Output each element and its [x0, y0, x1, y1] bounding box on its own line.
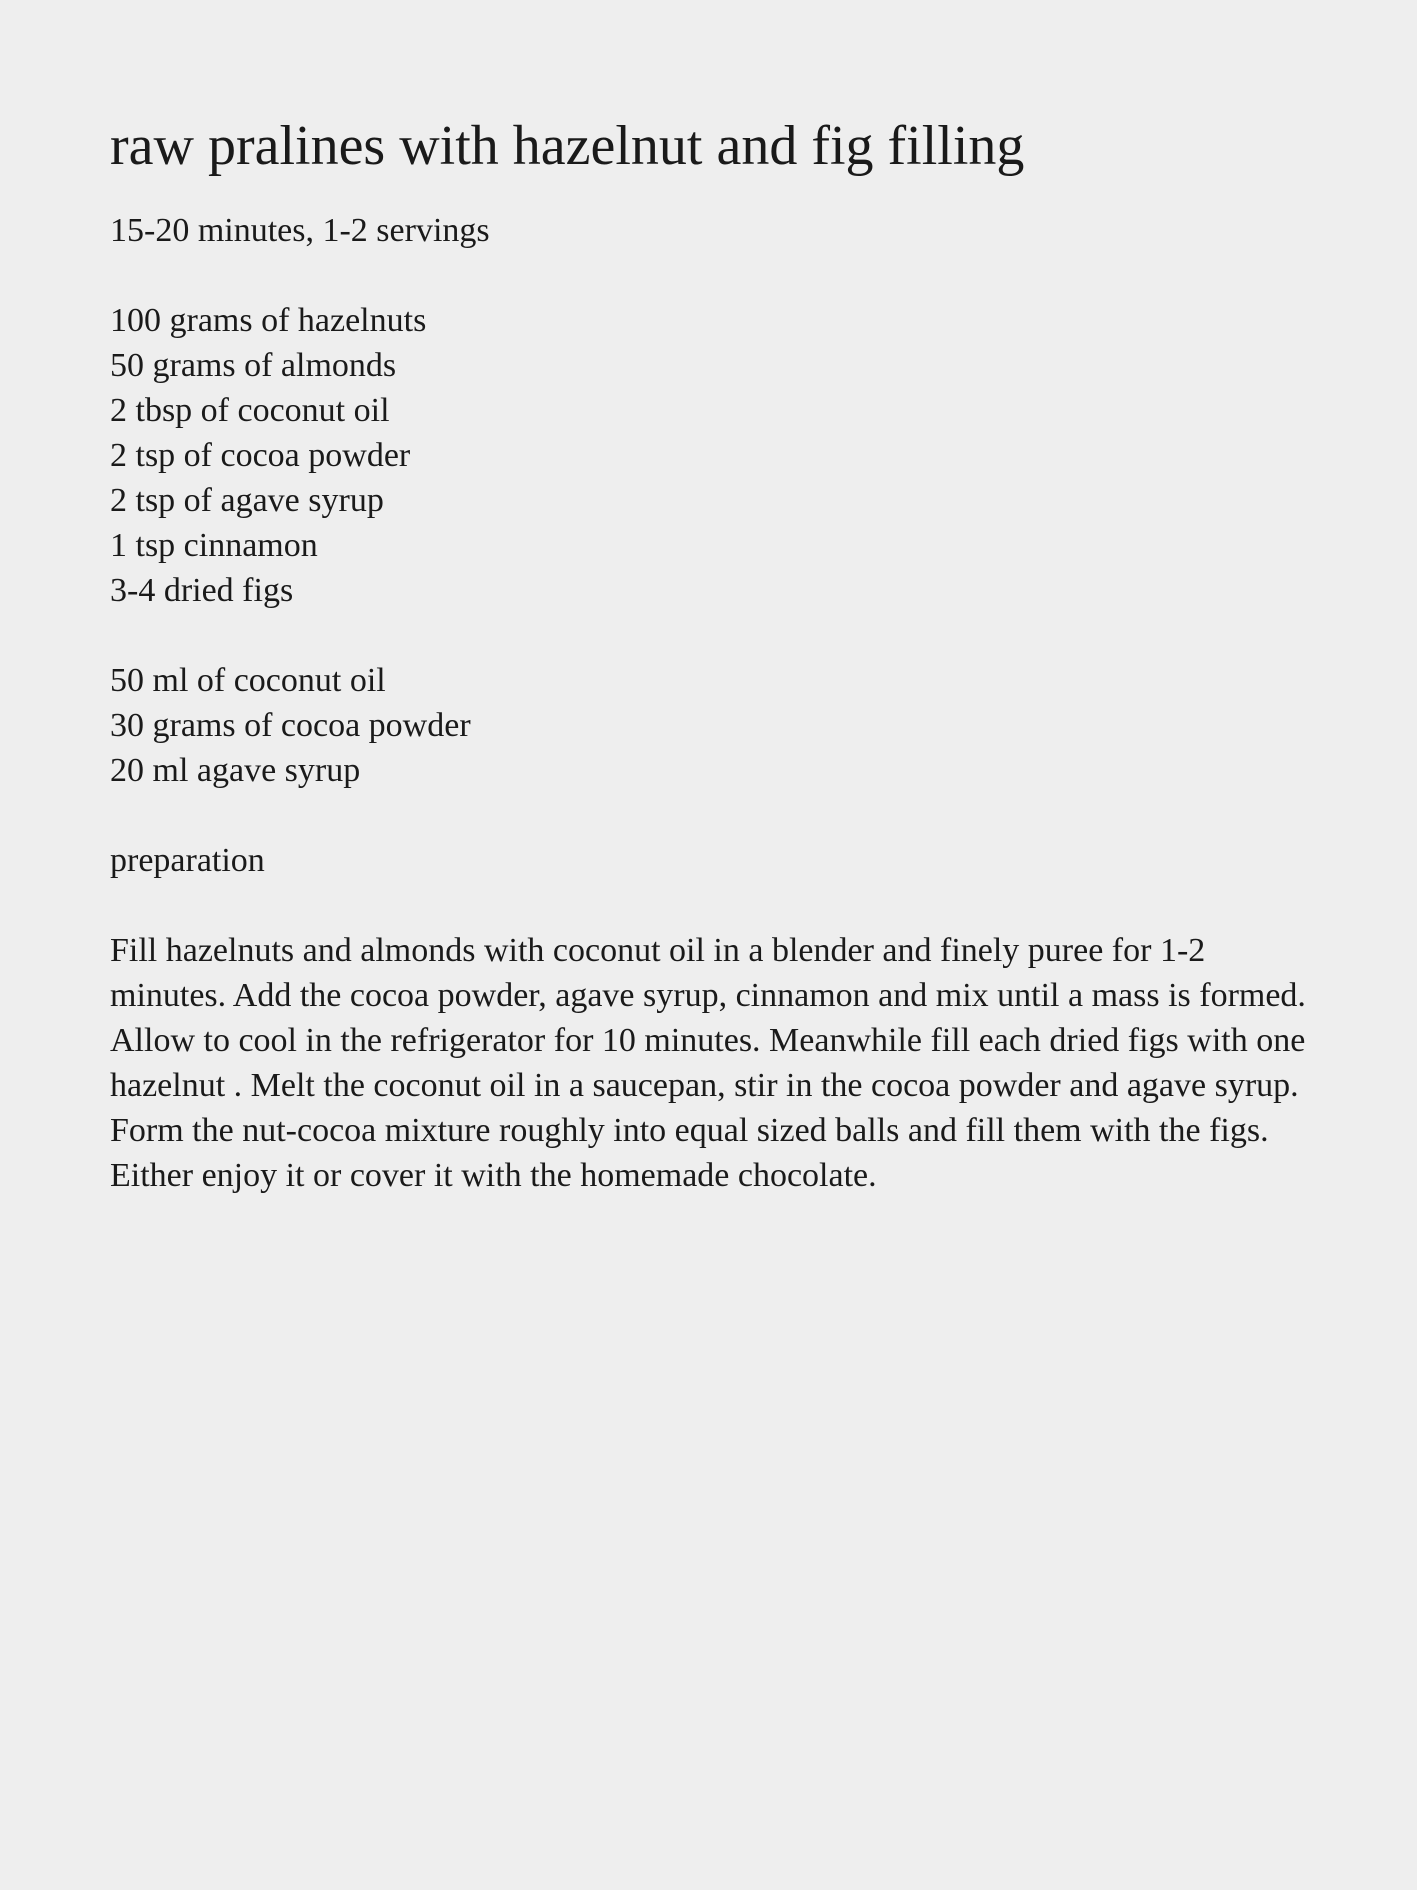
preparation-steps — [110, 928, 1320, 1198]
ingredient-item: 2 tsp of agave syrup — [110, 482, 384, 519]
ingredient-item: 20 ml agave syrup — [110, 752, 361, 789]
ingredient-item: 3-4 dried figs — [110, 572, 294, 609]
ingredient-item: 50 ml of coconut oil — [110, 662, 386, 699]
recipe-title: raw pralines with hazelnut and fig filling — [110, 115, 1025, 177]
ingredient-item: 1 tsp cinnamon — [110, 527, 318, 564]
preparation-step: Form the nut-cocoa mixture roughly into equal sized balls and fill them with the figs. Either enjoy it or cover it with the homemade chocolate. — [110, 1112, 1269, 1194]
recipe-meta: 15-20 minutes, 1-2 servings — [110, 212, 490, 249]
preparation-heading: preparation — [110, 842, 265, 879]
filling-ingredients-list — [110, 298, 1317, 613]
preparation-step: Allow to cool in the refrigerator for 10 minutes. Meanwhile fill each dried figs with one hazelnut . Melt the coconut oil in a saucepan, stir in the cocoa powder and agave syrup. — [110, 1022, 1306, 1104]
ingredient-item: 2 tsp of cocoa powder — [110, 437, 411, 474]
chocolate-ingredients-list — [110, 658, 1317, 793]
ingredient-item: 50 grams of almonds — [110, 347, 397, 384]
ingredient-item: 2 tbsp of coconut oil — [110, 392, 390, 429]
preparation-step: Fill hazelnuts and almonds with coconut oil in a blender and finely puree for 1-2 minutes. Add the cocoa powder, agave syrup, cinnamon and mix until a mass is formed. — [110, 932, 1306, 1014]
ingredient-item: 30 grams of cocoa powder — [110, 707, 471, 744]
ingredient-item: 100 grams of hazelnuts — [110, 302, 427, 339]
